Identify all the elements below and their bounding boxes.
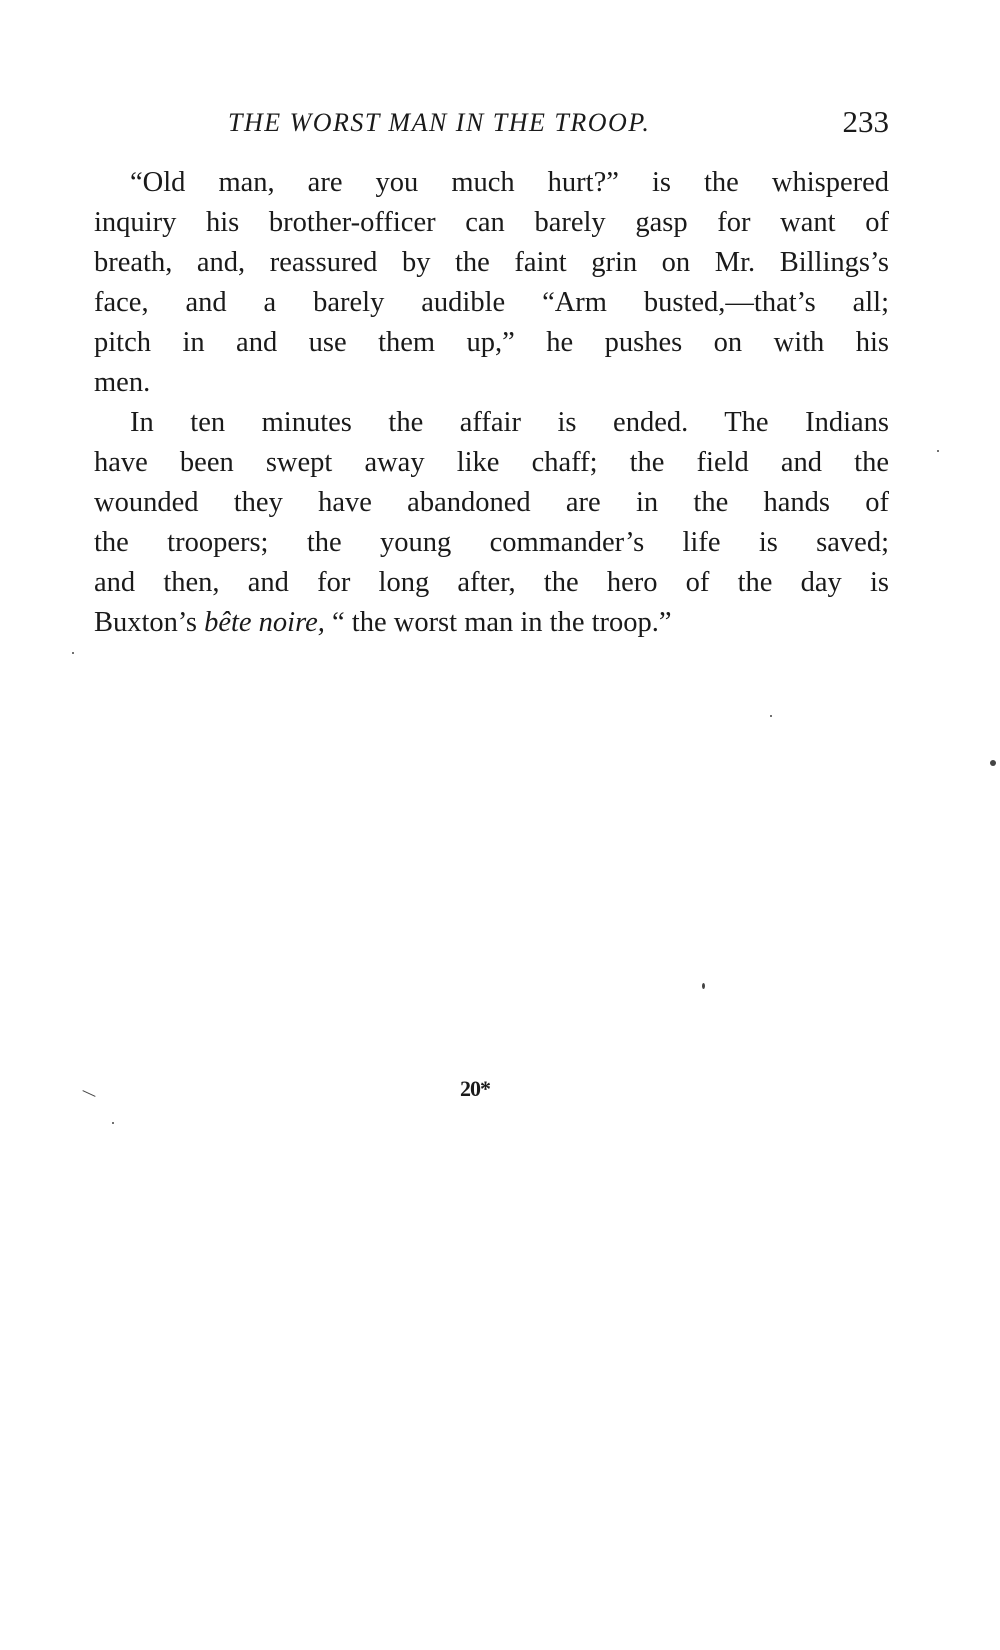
text-line: inquiry his brother-officer can barely gasp for want of — [94, 207, 889, 238]
scan-speck — [770, 715, 772, 717]
text-line: have been swept away like chaff; the field and the — [94, 447, 889, 478]
italic-phrase: bête noire, — [204, 607, 325, 638]
paragraph-2 — [94, 403, 889, 643]
text-line: face, and a barely audible “Arm busted,—that’s all; — [94, 287, 889, 318]
scan-speck — [937, 450, 939, 452]
body-text — [94, 163, 889, 643]
text-line-final — [94, 603, 889, 643]
text-line: and then, and for long after, the hero of the day is — [94, 567, 889, 598]
paragraph-1 — [94, 163, 889, 403]
text-line: the troopers; the young commander’s life is saved; — [94, 527, 889, 558]
text-line: In ten minutes the affair is ended. The Indians — [130, 407, 889, 438]
scan-speck — [72, 652, 74, 654]
scan-speck — [990, 760, 996, 766]
text-line: breath, and, reassured by the faint grin on Mr. Billings’s — [94, 247, 889, 278]
scan-speck — [82, 1090, 95, 1097]
signature-mark: 20* — [460, 1076, 490, 1101]
scan-speck — [112, 1122, 114, 1124]
text-line: pitch in and use them up,” he pushes on with his — [94, 327, 889, 358]
scan-speck — [702, 983, 705, 989]
page-number: 233 — [842, 104, 889, 139]
text-line: wounded they have abandoned are in the hands of — [94, 487, 889, 518]
text-line: men. — [94, 367, 151, 398]
text-segment: Buxton’s — [94, 607, 205, 638]
running-title: THE WORST MAN IN THE TROOP. — [228, 108, 651, 137]
text-segment: “ the worst man in the troop.” — [324, 607, 672, 638]
running-head — [94, 104, 889, 144]
text-line: “Old man, are you much hurt?” is the whispered — [130, 167, 889, 198]
